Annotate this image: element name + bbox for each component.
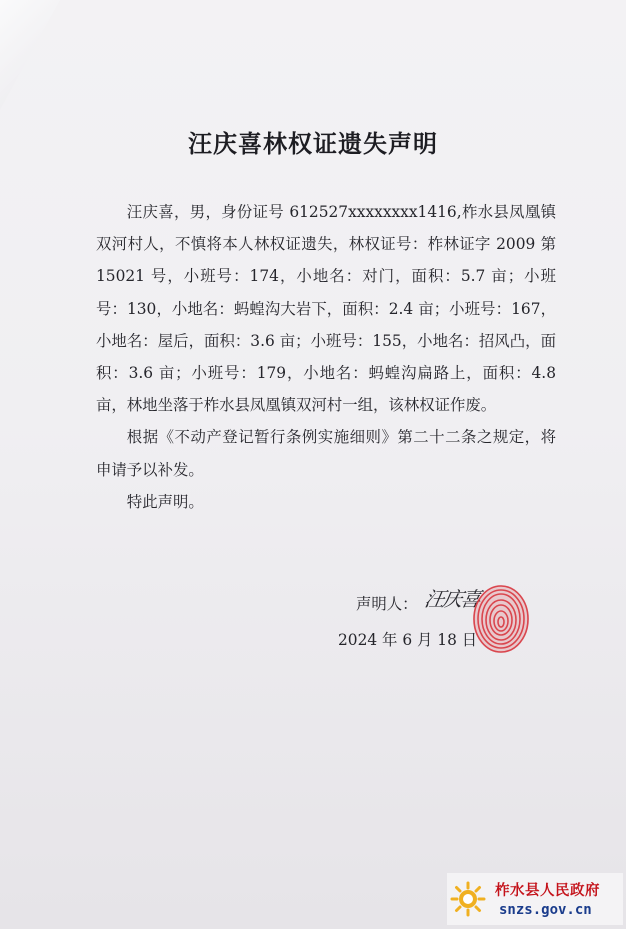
declaration-date: 2024 年 6 月 18 日 bbox=[338, 631, 478, 649]
document-title: 汪庆喜林权证遗失声明 bbox=[188, 130, 438, 158]
paragraph-statement: 汪庆喜，男，身份证号 612527xxxxxxxx1416,柞水县凤凰镇双河村人，不慎将本人林权证遗失，林权证号：柞林证字 2009 第 15021 号，小班号：174，小地名：对门，面积：5.7 亩；小班号：130，小地名：蚂蝗沟大岩下，面积：2.4 亩；小班号：167，小地名：屋后，面积：3.6 亩；小班号：155，小地名：招风凸，面积：3.6 亩；小班号：179，小地名：蚂蝗沟扁路上，面积：4.8 亩，林地坐落于柞水县凤凰镇双河村一组，该林权证作废。 bbox=[96, 203, 556, 415]
signatory-label: 声明人： bbox=[356, 595, 418, 613]
watermark-url: snzs.gov.cn bbox=[499, 902, 592, 918]
paragraph-legal-basis: 根据《不动产登记暂行条例实施细则》第二十二条之规定，将申请予以补发。 bbox=[96, 428, 556, 479]
paragraph-closing: 特此声明。 bbox=[126, 492, 204, 511]
page-fold-shadow bbox=[0, 0, 60, 110]
fingerprint-seal-icon bbox=[470, 582, 532, 656]
document-body bbox=[96, 196, 556, 518]
sun-logo-icon bbox=[450, 881, 486, 917]
government-watermark bbox=[447, 873, 623, 925]
watermark-name: 柞水县人民政府 bbox=[495, 883, 600, 899]
handwritten-signature: 汪庆喜 bbox=[422, 587, 481, 611]
